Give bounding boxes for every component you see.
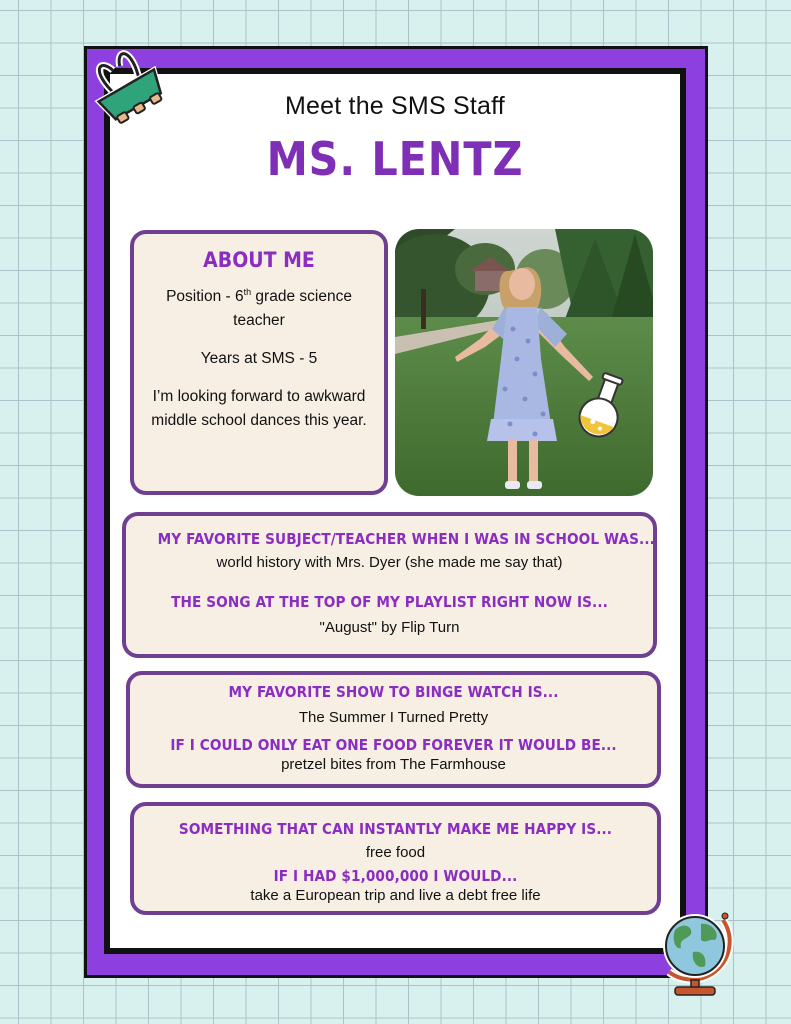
about-position xyxy=(148,280,370,333)
position-prefix: Position - 6 xyxy=(166,288,244,306)
question-top-song: THE SONG AT THE TOP OF MY PLAYLIST RIGHT NOW IS... xyxy=(171,593,608,611)
globe-icon xyxy=(651,904,741,998)
answer-one-food: pretzel bites from The Farmhouse xyxy=(281,756,506,773)
about-title: ABOUT ME xyxy=(203,248,315,272)
question-favorite-subject: MY FAVORITE SUBJECT/TEACHER WHEN I WAS IN SCHOOL WAS... xyxy=(157,530,655,548)
about-years: Years at SMS - 5 xyxy=(200,350,318,368)
staff-name: MS. LENTZ xyxy=(266,132,524,186)
about-card xyxy=(130,230,388,495)
favorites-card-3 xyxy=(130,802,661,915)
favorites-card-2 xyxy=(126,671,661,788)
staff-photo xyxy=(395,229,653,496)
answer-instantly-happy: free food xyxy=(365,844,426,861)
question-instantly-happy: SOMETHING THAT CAN INSTANTLY MAKE ME HAPPY IS... xyxy=(178,820,613,838)
question-one-food: IF I COULD ONLY EAT ONE FOOD FOREVER IT WOULD BE... xyxy=(170,736,617,754)
answer-top-song: "August" by Flip Turn xyxy=(319,619,460,636)
page-kicker: Meet the SMS Staff xyxy=(285,92,505,120)
answer-million-dollars: take a European trip and live a debt free life xyxy=(250,887,541,904)
question-binge-show: MY FAVORITE SHOW TO BINGE WATCH IS... xyxy=(228,683,559,701)
favorites-card-1 xyxy=(122,512,657,658)
position-suffix: grade science teacher xyxy=(233,288,352,330)
question-million-dollars: IF I HAD $1,000,000 I WOULD... xyxy=(273,867,518,885)
position-ordinal: th xyxy=(243,287,252,297)
flask-icon xyxy=(578,372,626,444)
answer-binge-show: The Summer I Turned Pretty xyxy=(298,709,489,726)
answer-favorite-subject: world history with Mrs. Dyer (she made me say that) xyxy=(216,554,563,571)
about-looking-forward: I’m looking forward to awkward middle school dances this year. xyxy=(151,388,367,430)
